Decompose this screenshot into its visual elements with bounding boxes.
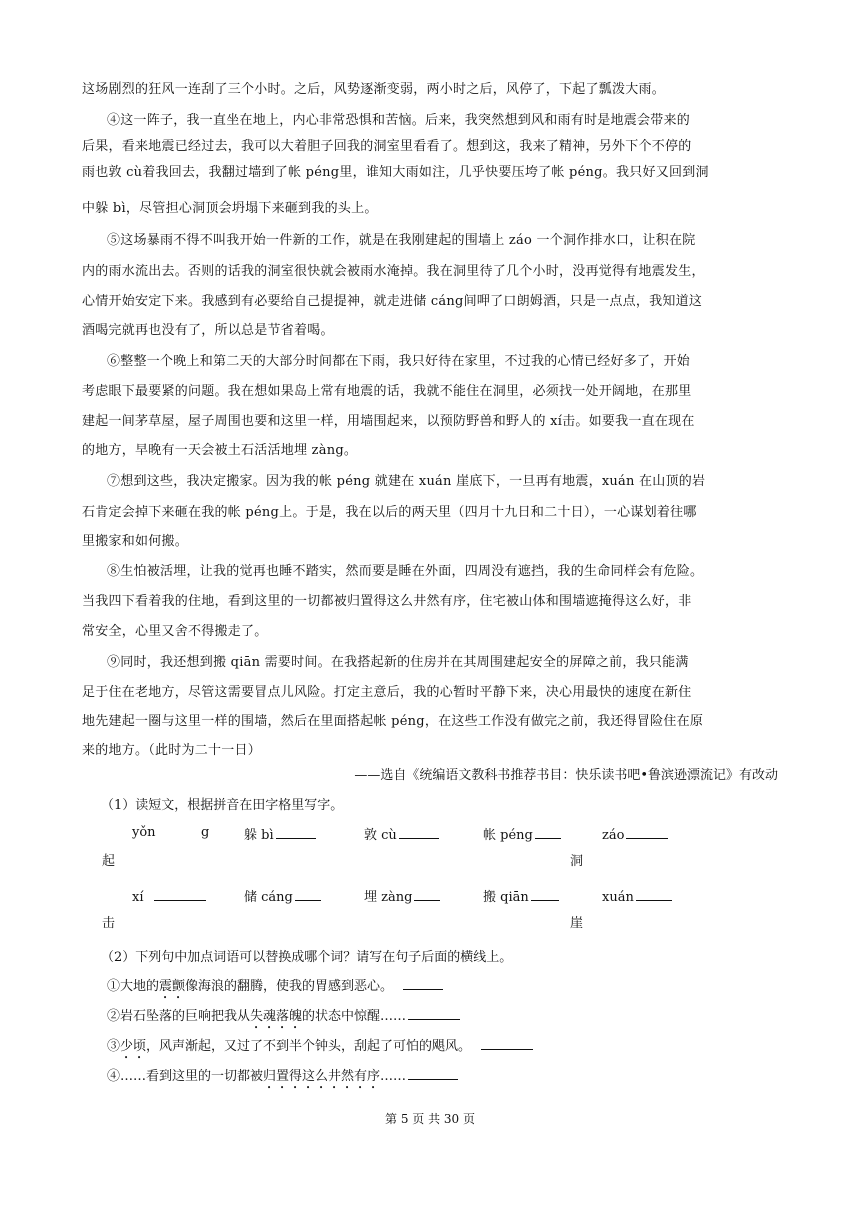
- paragraph-line: [0, 650, 860, 676]
- dotted-word: 归置得这么井然有序: [263, 1069, 381, 1084]
- q2-sentence-3: ③少顷，风声渐起，又过了不到半个钟头，刮起了可怕的飓风。: [107, 1034, 533, 1062]
- answer-blank[interactable]: [154, 886, 206, 901]
- paragraph-line: [0, 500, 860, 526]
- paragraph-line: [0, 289, 860, 315]
- paragraph-line: [0, 438, 860, 464]
- paragraph-line: [0, 589, 860, 615]
- text-line: 内的雨水流出去。否则的话我的洞室很快就会被雨水淹掉。我在洞里待了几个小时，没再觉得有地震发生，: [82, 264, 705, 279]
- answer-blank[interactable]: [408, 1065, 458, 1080]
- paragraph-line: [0, 559, 860, 585]
- text-line: ⑨同时，我还想到搬 qiān 需要时间。在我搭起新的住房并在其周围建起安全的屏障之前，我只能满: [107, 655, 689, 670]
- text-line: 石肯定会掉下来砸在我的帐 péng上。于是，我在以后的两天里（四月十九日和二十日），一心谋划着往哪: [82, 505, 697, 520]
- text-line: ⑦想到这些，我决定搬家。因为我的帐 péng 就建在 xuán 崖底下，一旦再有地震，xuán 在山顶的岩: [107, 474, 706, 489]
- answer-blank[interactable]: [414, 886, 440, 901]
- text-line: 的地方，早晚有一天会被土石活活地埋 zàng。: [82, 443, 358, 458]
- paragraph-line: [0, 738, 860, 764]
- paragraph-line: [0, 619, 860, 645]
- pinyin-cu: 敦 cù: [364, 824, 439, 845]
- pinyin-qian: 搬 qiān: [483, 886, 559, 907]
- paragraph-line: [0, 108, 860, 134]
- text-line: 足于住在老地方，尽管这需要冒点儿风险。打定主意后，我的心暂时平静下来，决心用最快的速度在新住: [82, 685, 692, 700]
- text-line: 地先建起一圈与这里一样的围墙，然后在里面搭起帐 péng，在这些工作没有做完之前，我还得冒险住在原: [82, 714, 704, 729]
- text-line: 心情开始安定下来。我感到有必要给自己提提神，就走进储 cáng间呷了口朗姆酒，只是一点点，我知道这: [82, 294, 703, 309]
- source-citation: ——选自《统编语文教科书推荐书目：快乐读书吧•鲁滨逊漂流记》有改动: [354, 768, 778, 783]
- dotted-word: 失魂落魄: [250, 1009, 303, 1024]
- question-2-label: （2）下列句中加点词语可以替换成哪个词？请写在句子后面的横线上。: [101, 950, 513, 965]
- text-line: ④这一阵子，我一直坐在地上，内心非常恐惧和苦恼。后来，我突然想到风和雨有时是地震会带来的: [107, 113, 691, 128]
- paragraph-line: [0, 318, 860, 344]
- text-line: 常安全，心里又舍不得搬走了。: [82, 624, 268, 639]
- text-line: 当我四下看着我的住地，看到这里的一切都被归置得这么井然有序，住宅被山体和围墙遮掩得这么好，非: [82, 594, 692, 609]
- paragraph-line: [0, 469, 860, 495]
- paragraph-line: [0, 379, 860, 405]
- page-footer: 第 5 页 共 30 页: [385, 1112, 475, 1126]
- text-line: 酒喝完就再也没有了，所以总是节省着喝。: [82, 323, 334, 338]
- answer-blank[interactable]: [403, 975, 443, 990]
- char-dong: 洞: [570, 854, 584, 869]
- char-ji: 击: [102, 916, 116, 931]
- answer-blank[interactable]: [531, 886, 559, 901]
- text-line: ⑥整整一个晚上和第二天的大部分时间都在下雨，我只好待在家里，不过我的心情已经好多了，开始: [107, 354, 691, 369]
- pinyin-peng: 帐 péng: [483, 824, 561, 845]
- char-qi: 起: [102, 854, 116, 869]
- text-line: 中躲 bì，尽管担心洞顶会坍塌下来砸到我的头上。: [82, 201, 378, 216]
- pinyin-xi: xí: [132, 886, 206, 907]
- question-1-label: （1）读短文，根据拼音在田字格里写字。: [101, 798, 344, 813]
- paragraph-line: [0, 529, 860, 555]
- char-ya: 崖: [570, 916, 584, 931]
- answer-blank[interactable]: [481, 1035, 533, 1050]
- pinyin-cang: 储 cáng: [244, 886, 321, 907]
- paragraph-line: [0, 409, 860, 435]
- paragraph-line: [0, 349, 860, 375]
- text-line: 建起一间茅草屋，屋子周围也要和这里一样，用墙围起来，以预防野兽和野人的 xí击。如要我一直在现在: [82, 414, 695, 429]
- pinyin-zao: záo: [602, 824, 668, 845]
- text-line: 里搬家和如何搬。: [82, 534, 189, 549]
- paragraph-line: [0, 134, 860, 160]
- answer-blank[interactable]: [276, 824, 316, 839]
- paragraph-line: [0, 160, 860, 186]
- paragraph-line: [0, 77, 860, 103]
- paragraph-line: [0, 680, 860, 706]
- paragraph-line: [0, 709, 860, 735]
- pinyin-bi: 躲 bì: [244, 824, 316, 845]
- pinyin-yong-g: g: [201, 825, 210, 840]
- text-line: 后果，看来地震已经过去，我可以大着胆子回我的洞室里看看了。想到这，我来了精神，另外下个不停的: [82, 139, 692, 154]
- text-line: 雨也敦 cù着我回去，我翻过墙到了帐 péng里，谁知大雨如注，几乎快要压垮了帐 péng。我只好又回到洞: [82, 165, 709, 180]
- dotted-word: 少顷: [120, 1039, 147, 1054]
- q2-sentence-2: ②岩石坠落的巨响把我从失魂落魄的状态中惊醒……: [107, 1004, 460, 1032]
- pinyin-zang: 埋 zàng: [364, 886, 440, 907]
- paragraph-line: [0, 259, 860, 285]
- answer-blank[interactable]: [408, 1005, 460, 1020]
- answer-blank[interactable]: [535, 824, 561, 839]
- text-line: 来的地方。（此时为二十一日）: [82, 743, 262, 758]
- answer-blank[interactable]: [399, 824, 439, 839]
- answer-blank[interactable]: [636, 886, 672, 901]
- paragraph-line: [0, 228, 860, 254]
- dotted-word: 震颤: [159, 979, 186, 994]
- answer-blank[interactable]: [295, 886, 321, 901]
- text-line: 这场剧烈的狂风一连刮了三个小时。之后，风势逐渐变弱，两小时之后，风停了，下起了瓢泼大雨。: [82, 82, 666, 97]
- pinyin-xuan: xuán: [602, 886, 672, 907]
- answer-blank[interactable]: [626, 824, 668, 839]
- paragraph-line: [0, 196, 860, 222]
- text-line: 考虑眼下最要紧的问题。我在想如果岛上常有地震的话，我就不能住在洞里，必须找一处开阔地，在那里: [82, 384, 692, 399]
- text-line: ⑧生怕被活埋，让我的觉再也睡不踏实，然而要是睡在外面，四周没有遮挡，我的生命同样会有危险。: [107, 564, 704, 579]
- q2-sentence-1: ①大地的震颤像海浪的翻腾，使我的胃感到恶心。: [107, 974, 443, 1002]
- q2-sentence-4: ④……看到这里的一切都被归置得这么井然有序……: [107, 1064, 458, 1092]
- text-line: ⑤这场暴雨不得不叫我开始一件新的工作，就是在我刚建起的围墙上 záo 一个洞作排水口，让积在院: [107, 233, 696, 248]
- pinyin-yong: yǒn: [132, 825, 156, 840]
